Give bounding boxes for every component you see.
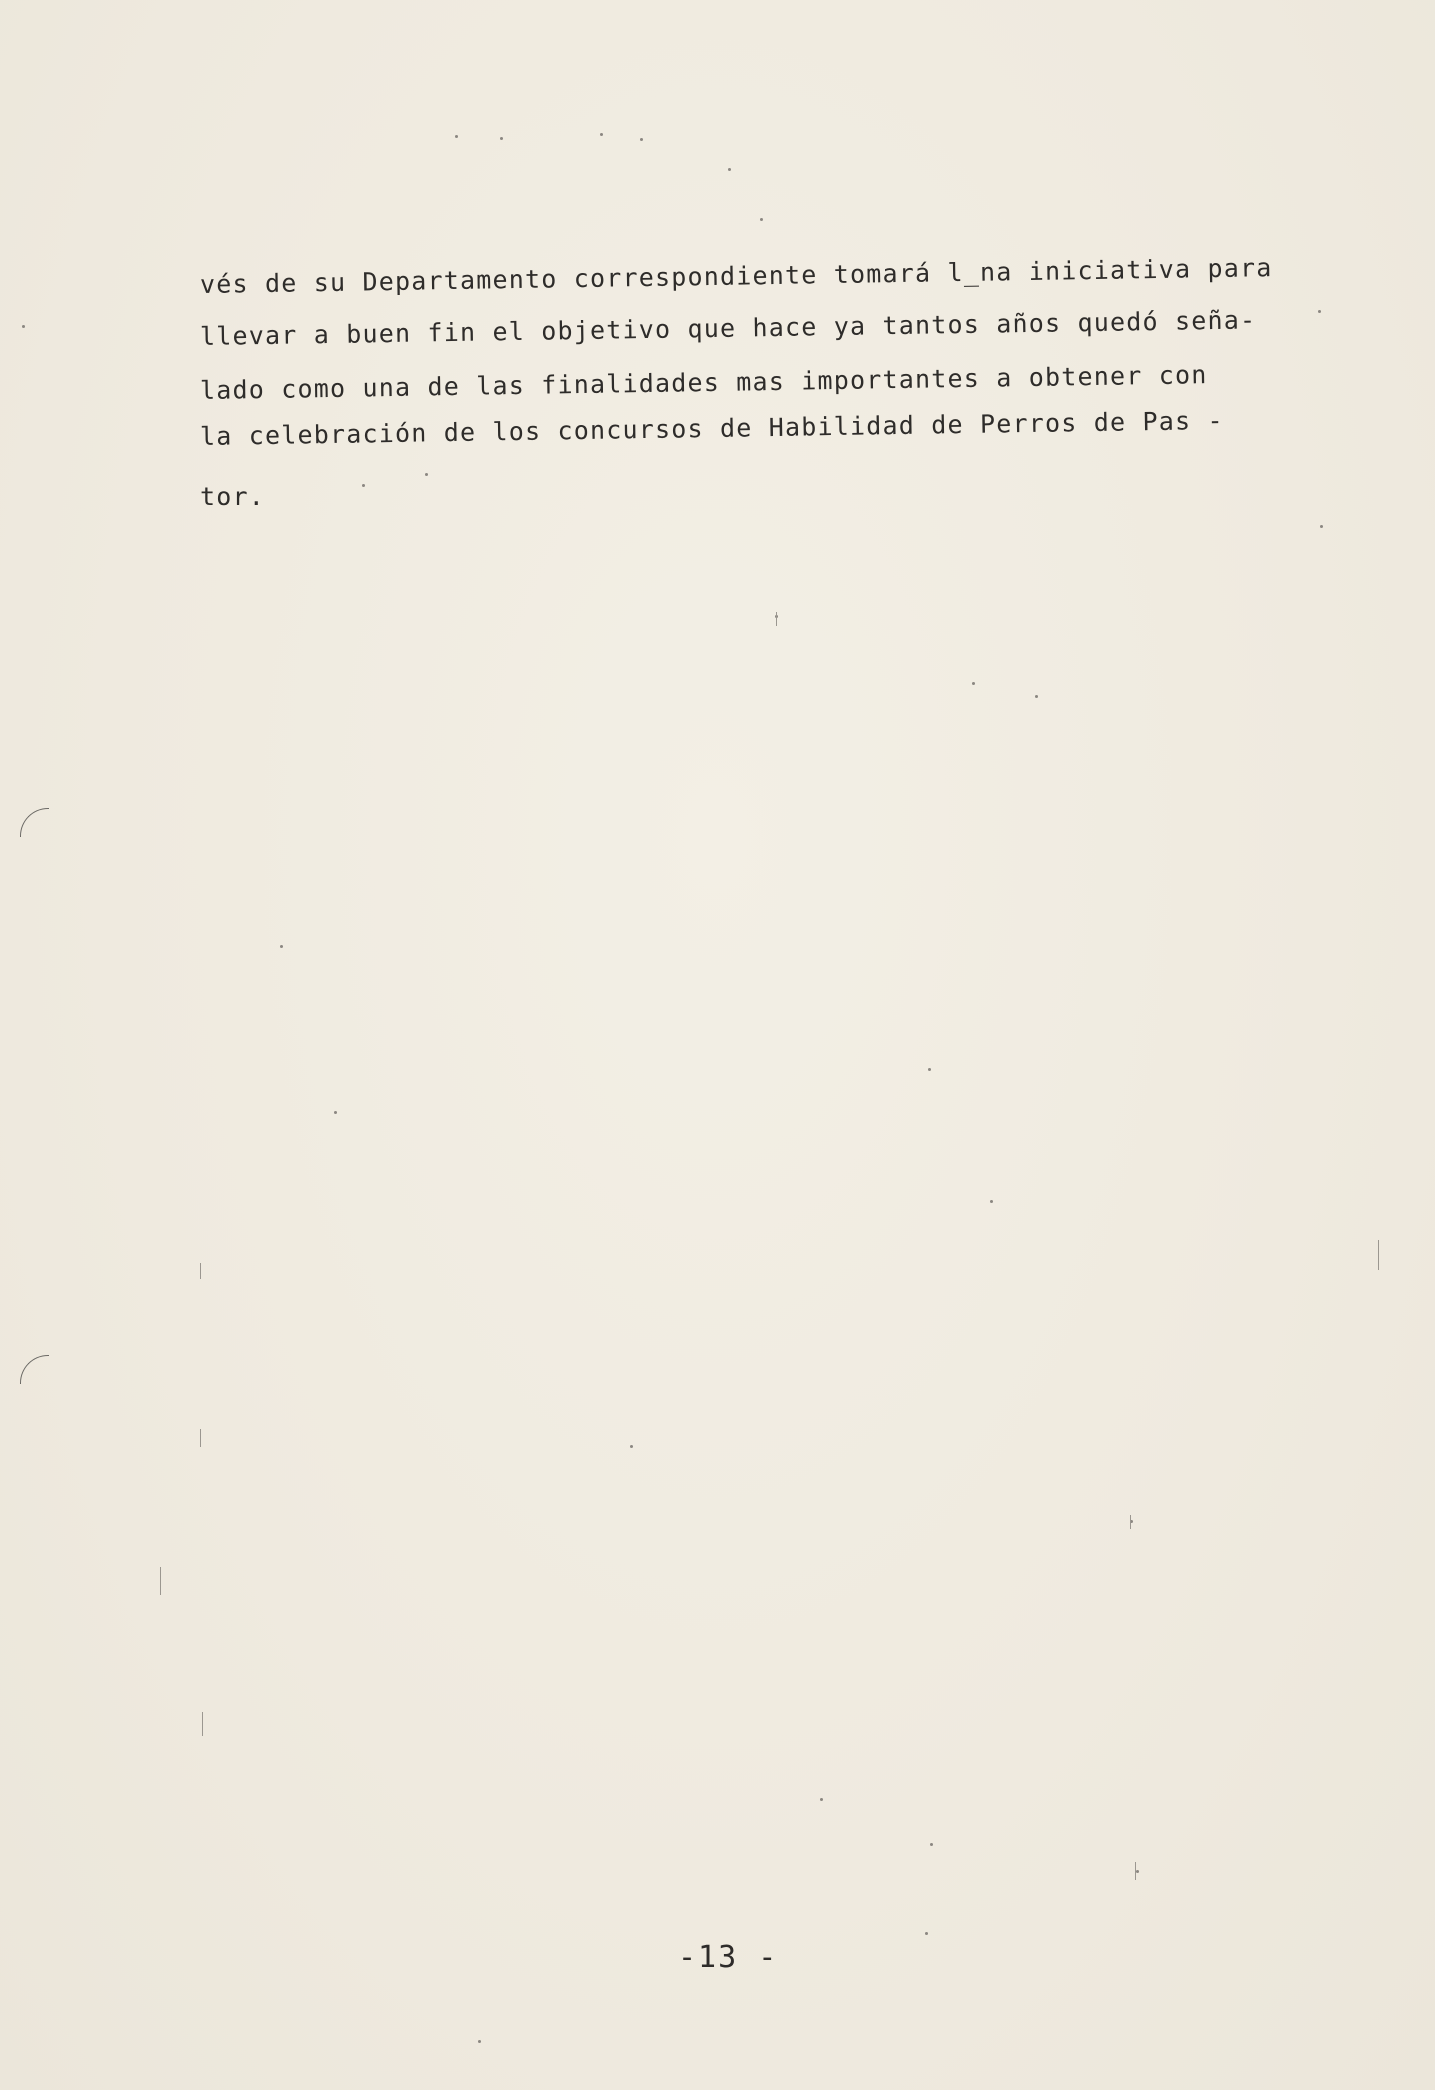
text-line-5: tor.	[200, 482, 266, 511]
binder-hole-mark-bottom	[20, 1355, 49, 1384]
text-line-3: lado como una de las finalidades mas importantes a obtener con	[199, 360, 1208, 405]
text-line-4: la celebración de los concursos de Habilidad de Perros de Pas -	[199, 405, 1224, 451]
text-line-2: llevar a buen fin el objetivo que hace ya tantos años quedó seña-	[199, 305, 1257, 351]
text-line-1: vés de su Departamento correspondiente tomará l_na iniciativa para	[199, 253, 1273, 299]
binder-hole-mark-top	[20, 808, 49, 837]
page-number: -13 -	[678, 1940, 779, 1975]
